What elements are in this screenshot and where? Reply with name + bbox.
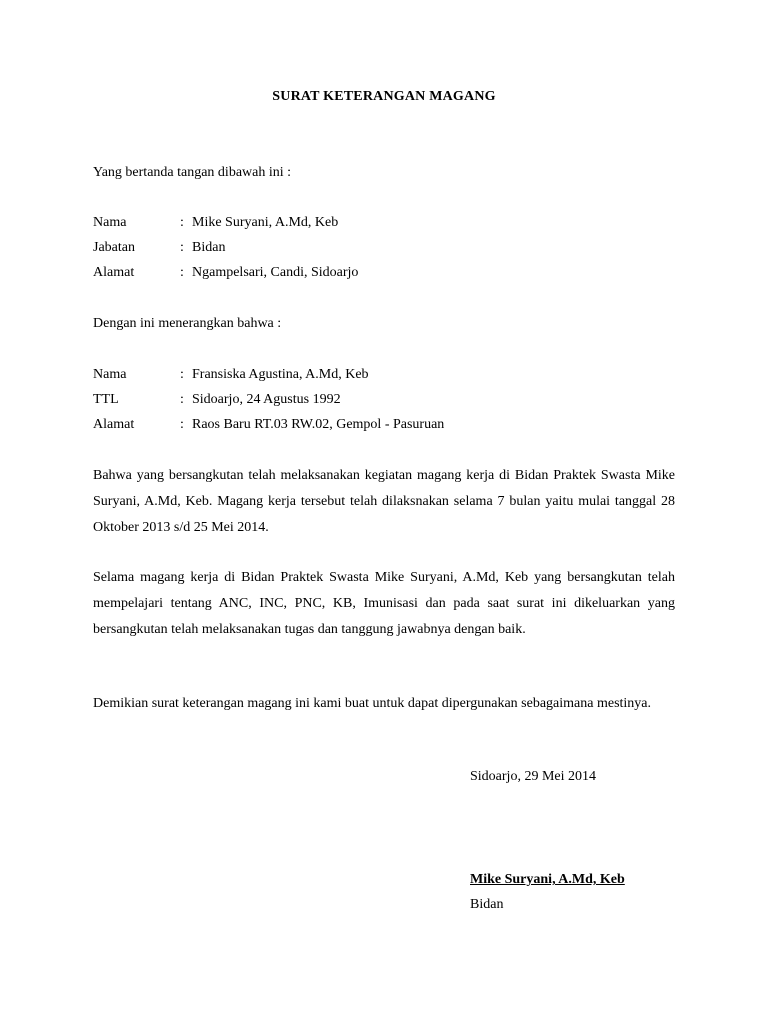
field-colon: : [180,240,184,255]
field-value: Fransiska Agustina, A.Md, Keb [192,367,369,382]
field-value: Sidoarjo, 24 Agustus 1992 [192,392,341,407]
signature-title: Bidan [470,897,504,912]
field-label: Nama [93,367,127,382]
field-value: Mike Suryani, A.Md, Keb [192,215,339,230]
paragraph-demikian: Demikian surat keterangan magang ini kami buat untuk dapat dipergunakan sebagaimana mestinya. [93,696,652,711]
field-value: Bidan [192,240,226,255]
field-label: Nama [93,215,127,230]
field-label: Alamat [93,417,135,432]
field-colon: : [180,392,184,407]
document-title: SURAT KETERANGAN MAGANG [272,89,496,104]
field-colon: : [180,215,184,230]
field-value: Ngampelsari, Candi, Sidoarjo [192,265,359,280]
field-colon: : [180,265,184,280]
intro-text: Yang bertanda tangan dibawah ini : [93,165,292,180]
field-label: Alamat [93,265,135,280]
field-label: Jabatan [93,240,135,255]
signature-name: Mike Suryani, A.Md, Keb [470,872,625,887]
field-colon: : [180,367,184,382]
field-colon: : [180,417,184,432]
field-value: Raos Baru RT.03 RW.02, Gempol - Pasuruan [192,417,445,432]
place-date: Sidoarjo, 29 Mei 2014 [470,769,596,784]
statement-intro: Dengan ini menerangkan bahwa : [93,316,282,331]
field-label: TTL [93,392,119,407]
paragraph-bahwa: Bahwa yang bersangkutan telah melaksanakan kegiatan magang kerja di Bidan Praktek Swasta Mike Suryani, A.Md, Keb. Magang kerja tersebut telah dilaksnakan selama 7 bulan yaitu mulai tanggal 28 Oktober 2013 s/d 25 Mei 2014. [93,468,675,535]
paragraph-selama: Selama magang kerja di Bidan Praktek Swasta Mike Suryani, A.Md, Keb yang bersangkutan telah mempelajari tentang ANC, INC, PNC, KB, Imunisasi dan pada saat surat ini dikeluarkan yang bersangkutan telah melaksanakan tugas dan tanggung jawabnya dengan baik. [93,570,675,637]
